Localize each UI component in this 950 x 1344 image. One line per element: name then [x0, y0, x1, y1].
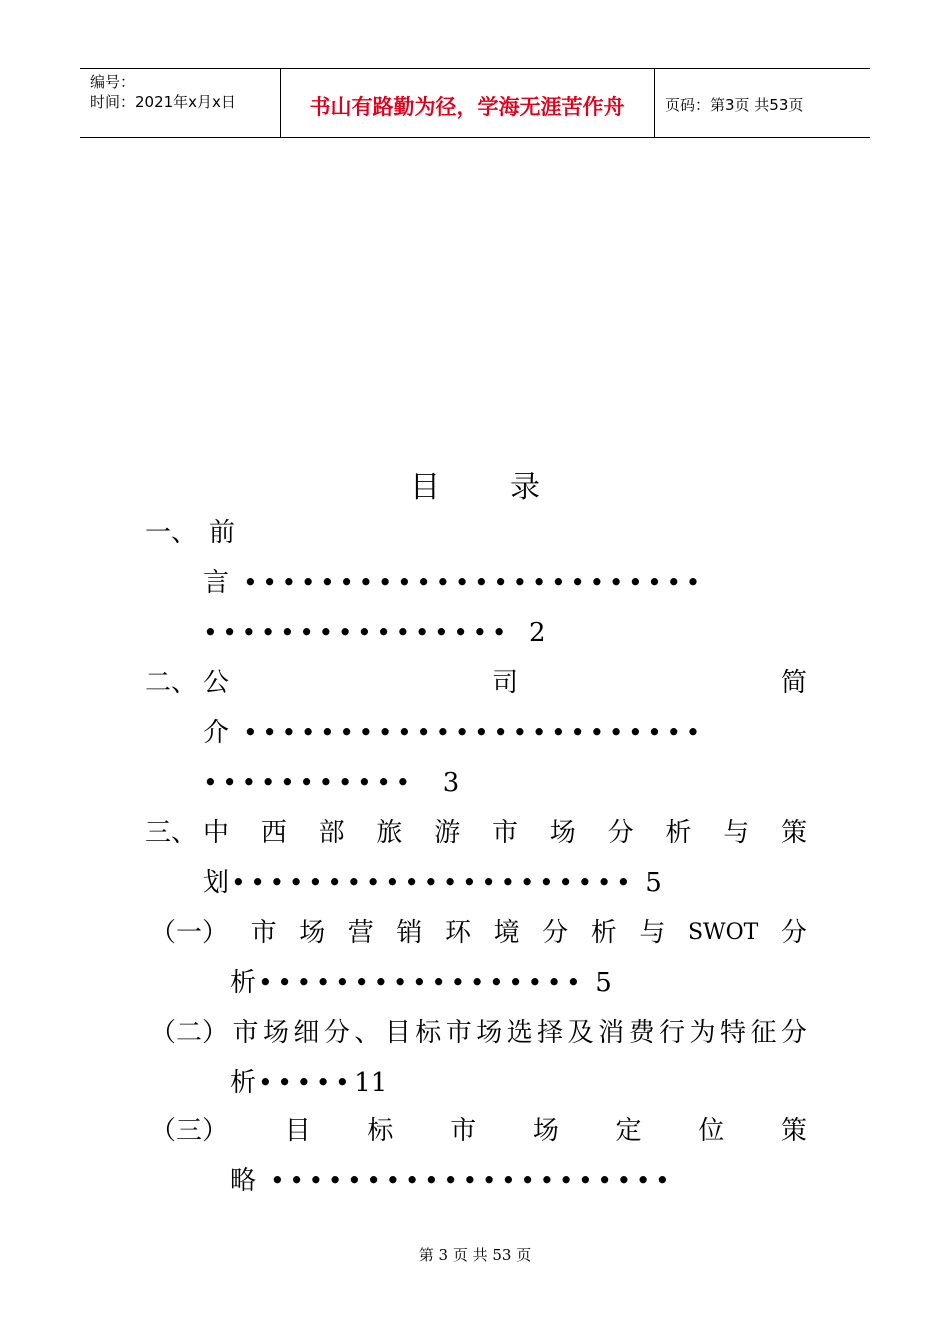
- toc-entry-char: 略: [230, 1166, 257, 1196]
- toc-entry-char: 与: [639, 918, 666, 948]
- toc-entry-char: 析: [230, 1068, 257, 1098]
- header-page-cell: [655, 69, 870, 137]
- page-footer: 第 3 页 共 53 页: [418, 1246, 532, 1264]
- toc-page-number: 5: [645, 868, 662, 898]
- toc-entry-char: SWOT: [687, 920, 759, 945]
- toc-entry-char: 市: [492, 818, 519, 848]
- toc-entry-char: 司: [492, 668, 519, 698]
- toc-entry-char: 析: [590, 918, 617, 948]
- document-time-label: 时间：2021年x月x日: [90, 93, 236, 111]
- toc-entry-6-line-1: [150, 1113, 807, 1149]
- toc-page-number: 5: [595, 968, 612, 998]
- header-page-info: 页码：第3页 共53页: [665, 96, 804, 114]
- toc-entry-char: 简: [780, 668, 807, 698]
- toc-entry-char: 分: [780, 1018, 807, 1048]
- toc-entry-char: 选: [506, 1018, 533, 1048]
- toc-entry-3-line-2: [203, 865, 662, 901]
- toc-leader-dots: •••••••••••••••••: [258, 968, 586, 997]
- toc-entry-1-line-1: [145, 515, 235, 551]
- toc-entry-1-line-2: [203, 565, 705, 601]
- toc-entry-char: 特: [719, 1018, 746, 1048]
- toc-page-number: 2: [528, 618, 546, 648]
- toc-entry-char: 境: [493, 918, 520, 948]
- header-motto-cell: [280, 69, 655, 137]
- header-meta-cell: [80, 69, 281, 137]
- toc-page-number: 3: [442, 768, 460, 798]
- toc-entry-char: 场: [476, 1018, 503, 1048]
- toc-entry-label: （二）: [150, 1018, 229, 1048]
- toc-entry-char: 标: [415, 1018, 442, 1048]
- toc-entry-label: 二、: [145, 668, 198, 698]
- toc-entry-char: 行: [659, 1018, 686, 1048]
- toc-entry-char: 定: [615, 1116, 642, 1146]
- toc-entry-char: 游: [434, 818, 461, 848]
- toc-entry-char: 公: [203, 668, 230, 698]
- toc-entry-char: 场: [299, 918, 326, 948]
- toc-entry-char: 西: [260, 818, 287, 848]
- toc-entry-char: 环: [444, 918, 471, 948]
- toc-entry-label: （三）: [150, 1116, 229, 1146]
- toc-entry-char: 、: [354, 1018, 381, 1048]
- toc-entry-char: 中: [203, 818, 230, 848]
- toc-entry-char: 策: [780, 1116, 807, 1146]
- toc-entry-6-line-2: [230, 1163, 674, 1199]
- toc-entry-char: 场: [532, 1116, 559, 1146]
- toc-entry-label: 一、: [145, 518, 198, 548]
- toc-leader-dots: •••••••••••••••••••••: [231, 868, 636, 897]
- toc-entry-char: 市: [250, 918, 277, 948]
- toc-entry-char: 市: [232, 1018, 259, 1048]
- toc-page-number: 11: [354, 1068, 388, 1098]
- toc-entry-char: 及: [567, 1018, 594, 1048]
- toc-leader-dots: ••••••••••••••••••••••••: [243, 718, 705, 747]
- toc-entry-char: 费: [628, 1018, 655, 1048]
- toc-entry-1-line-3: [203, 615, 545, 651]
- page-header: [80, 68, 870, 138]
- toc-entry-char: 目: [384, 1018, 411, 1048]
- toc-leader-dots: •••••••••••••••••••••: [270, 1166, 675, 1195]
- toc-entry-4-line-2: [230, 965, 612, 1001]
- toc-entry-char: 策: [780, 818, 807, 848]
- toc-leader-dots: •••••: [258, 1068, 355, 1097]
- toc-entry-char: 析: [665, 818, 692, 848]
- toc-title: 目录: [410, 470, 610, 505]
- toc-entry-2-line-2: [203, 715, 705, 751]
- toc-entry-char: 为: [689, 1018, 716, 1048]
- toc-entry-char: 市: [445, 1018, 472, 1048]
- toc-entry-char: 消: [598, 1018, 625, 1048]
- toc-entry-char: 营: [347, 918, 374, 948]
- toc-entry-char: 言: [203, 568, 230, 598]
- toc-leader-dots: ••••••••••••••••: [203, 618, 511, 647]
- toc-entry-char: 销: [396, 918, 423, 948]
- toc-entry-label: 三、: [145, 818, 198, 848]
- toc-entry-char: 与: [723, 818, 750, 848]
- toc-entry-5-line-1: [150, 1015, 807, 1051]
- toc-entry-char: 场: [549, 818, 576, 848]
- toc-entry-char: 介: [203, 718, 230, 748]
- toc-entry-2-line-1: [145, 665, 807, 701]
- toc-entry-char: 位: [698, 1116, 725, 1146]
- toc-entry-4-line-1: [150, 915, 807, 951]
- toc-entry-char: 分: [607, 818, 634, 848]
- toc-entry-char: 析: [230, 968, 257, 998]
- toc-entry-char: 分: [780, 918, 807, 948]
- toc-entry-char: 目: [284, 1116, 311, 1146]
- toc-entry-char: 分: [323, 1018, 350, 1048]
- toc-leader-dots: •••••••••••: [203, 768, 415, 797]
- toc-entry-char: 标: [367, 1116, 394, 1146]
- toc-entry-char: 分: [542, 918, 569, 948]
- document-number-label: 编号：: [90, 73, 136, 91]
- header-motto: 书山有路勤为径，学海无涯苦作舟: [309, 95, 625, 119]
- toc-entry-3-line-1: [145, 815, 807, 851]
- toc-entry-5-line-2: [230, 1065, 387, 1101]
- toc-entry-char: 择: [537, 1018, 564, 1048]
- toc-entry-char: 旅: [376, 818, 403, 848]
- toc-entry-char: 场: [262, 1018, 289, 1048]
- toc-entry-char: 部: [318, 818, 345, 848]
- toc-entry-label: （一）: [150, 918, 229, 948]
- toc-entry-char: 前: [208, 518, 235, 548]
- toc-leader-dots: ••••••••••••••••••••••••: [243, 568, 705, 597]
- toc-entry-char: 征: [750, 1018, 777, 1048]
- toc-entry-2-line-3: [203, 765, 459, 801]
- toc-entry-char: 细: [293, 1018, 320, 1048]
- toc-entry-char: 划: [203, 868, 230, 898]
- toc-entry-char: 市: [450, 1116, 477, 1146]
